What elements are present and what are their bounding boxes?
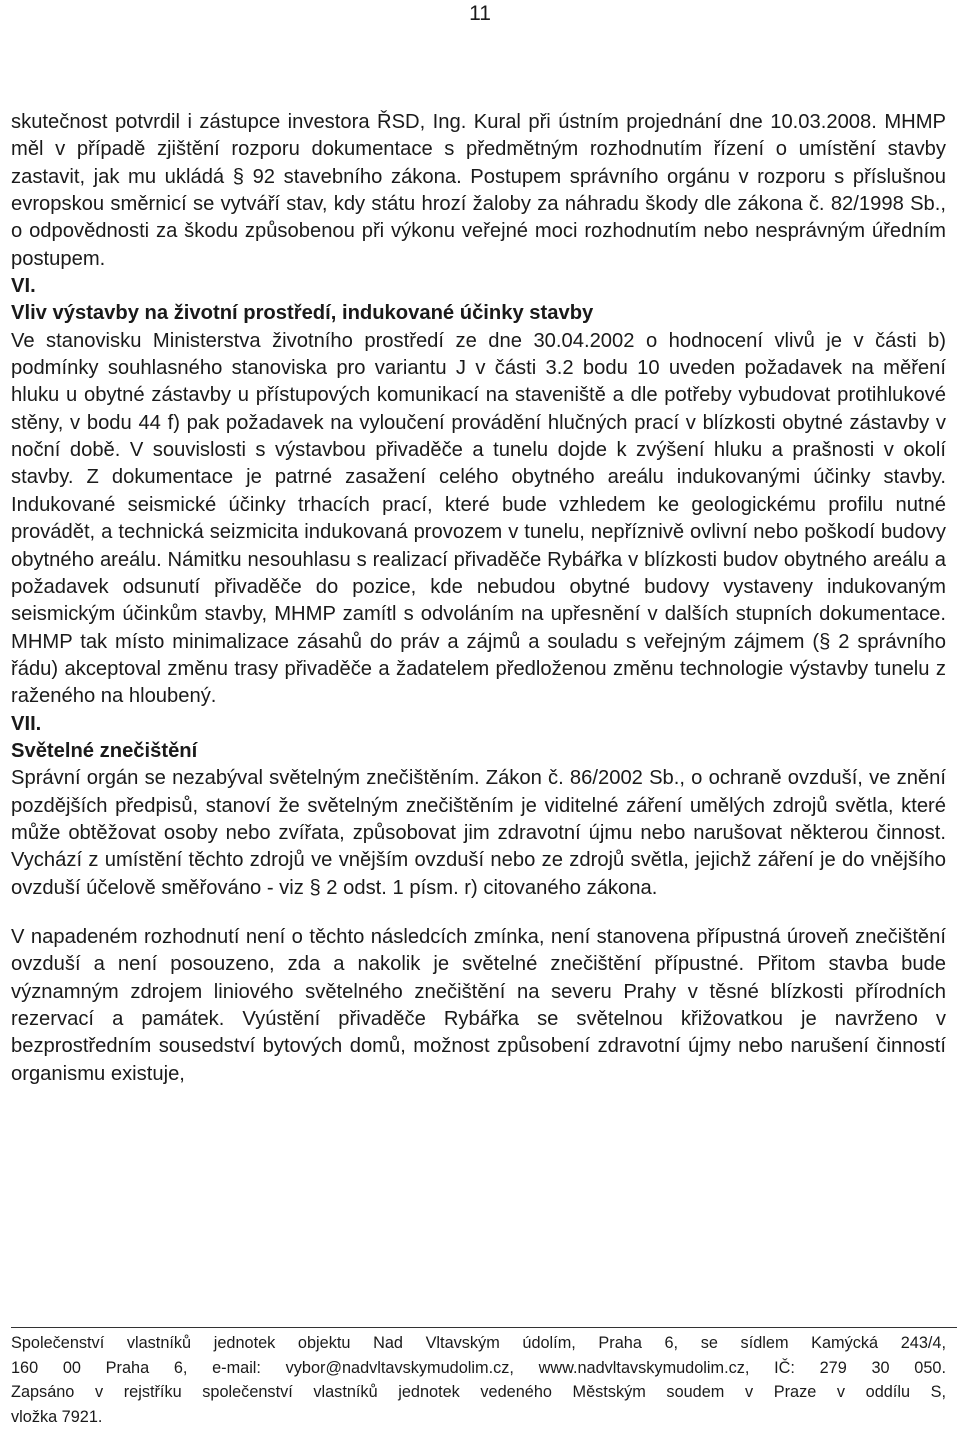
- section-vii-paragraph-1: Správní orgán se nezabýval světelným znečištěním. Zákon č. 86/2002 Sb., o ochraně ovzduší, ve znění pozdějších předpisů, stanoví že světelným znečištěním je viditelné záření umělých zdrojů světla, které může obtěžovat osoby nebo zvířata, způsobovat jim zdravotní újmu nebo narušovat některou činnost. Vychází z umístění těchto zdrojů ve vnějším ovzduší nebo ze zdrojů světla, jejichž záření je do vnějšího ovzduší účelově směřováno - viz § 2 odst. 1 písm. r) citovaného zákona.: [11, 767, 946, 899]
- footer-divider: [11, 1327, 957, 1328]
- section-vii-title: Světelné znečištění: [11, 739, 198, 762]
- section-vi-number: VI.: [11, 275, 36, 298]
- footer-line-2: 160 00 Praha 6, e-mail: vybor@nadvltavskymudolim.cz, www.nadvltavskymudolim.cz, IČ: 279 30 050.: [11, 1358, 946, 1377]
- section-vi: [11, 273, 946, 711]
- page-number: 11: [469, 2, 491, 25]
- document-body: [11, 109, 946, 1088]
- section-vi-title: Vliv výstavby na životní prostředí, indukované účinky stavby: [11, 302, 594, 325]
- paragraph-intro: skutečnost potvrdil i zástupce investora ŘSD, Ing. Kural při ústním projednání dne 10.03.2008. MHMP měl v případě zjištění rozporu dokumentace s předmětným rozhodnutím řízení o umístění stavby zastavit, jak mu ukládá § 92 stavebního zákona. Postupem správního orgánu v rozporu s příslušnou evropskou směrnicí se vytváří stav, kdy státu hrozí žaloby za náhradu škody dle zákona č. 82/1998 Sb., o odpovědnosti za škodu způsobenou při výkonu veřejné moci rozhodnutím nebo nesprávným úředním postupem.: [11, 111, 946, 270]
- footer-line-1: Společenství vlastníků jednotek objektu Nad Vltavským údolím, Praha 6, se sídlem Kamýcká 243/4,: [11, 1334, 946, 1352]
- section-vii: [11, 711, 946, 1088]
- section-vii-number: VII.: [11, 712, 42, 735]
- page-footer: [11, 1331, 946, 1430]
- section-vii-paragraph-2: V napadeném rozhodnutí není o těchto následcích zmínka, není stanovena přípustná úroveň znečištění ovzduší a není posouzeno, zda a nakolik je světelné znečištění přípustné. Přitom stavba bude významným zdrojem liniového světelného znečištění na severu Prahy v těsné blízkosti přírodních rezervací a památek. Vyústění přivaděče Rybářka se světelnou křižovatkou je navrženo v bezprostředním sousedství bytových domů, možnost způsobení zdravotní újmy nebo narušení činností organismu existuje,: [11, 925, 946, 1085]
- section-vi-paragraph: Ve stanovisku Ministerstva životního prostředí ze dne 30.04.2002 o hodnocení vlivů je v části b) podmínky souhlasného stanoviska pro variantu J v části 3.2 bodu 10 uveden požadavek na měření hluku u obytné zástavby u přístupových komunikací na staveniště a dle potřeby vybudovat protihlukové stěny, v bodu 44 f) pak požadavek na vyloučení provádění hlučných prací v blízkosti obytné zástavby v noční době. V souvislosti s výstavbou přivaděče a tunelu dojde k zvýšení hluku a prašnosti v okolí stavby. Z dokumentace je patrné zasažení celého obytného areálu indukovanými účinky stavby. Indukované seismické účinky trhacích prací, které bude vzhledem ke geologickému profilu nutné provádět, a technická seizmicita indukovaná provozem v tunelu, nepříznivě ovlivní nebo poškodí budovy obytného areálu. Námitku nesouhlasu s realizací přivaděče Rybářka v blízkosti budov obytného areálu a požadavek odsunutí přivaděče do pozice, kde nebudou obytné budovy vystaveny indukovaným seismickým účinkům stavby, MHMP zamítl s odvoláním na upřesnění v dalších stupních dokumentace. MHMP tak místo minimalizace zásahů do práv a zájmů a souladu s veřejným zájmem (§ 2 správního řádu) akceptoval změnu trasy přivaděče a žadatelem předloženou změnu technologie výstavby tunelu z raženého na hloubený.: [11, 329, 946, 708]
- footer-line-4: vložka 7921.: [11, 1408, 103, 1427]
- footer-line-3: Zapsáno v rejstříku společenství vlastníků jednotek vedeného Městským soudem v Praze v oddílu S,: [11, 1383, 946, 1402]
